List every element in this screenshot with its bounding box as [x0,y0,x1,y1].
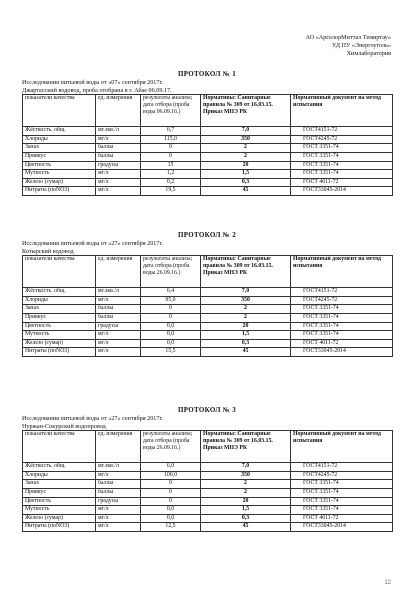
cell-indicator: Привкус [23,313,96,322]
table-header-row [23,256,393,288]
cell-result: 19,5 [141,187,201,196]
cell-indicator: Хлориды [23,135,96,144]
table-row [23,152,393,161]
table-row [23,322,393,331]
header-result: результаты анализа; дата отбора (проба воды 06.09.16.) [141,95,201,127]
cell-method: ГОСТ 3351-74 [291,152,393,161]
header-norms: Нормативы: Санитарные правила № 309 от 16.03.15. Приказ МНЭ РК [201,256,291,288]
cell-indicator: Мутность [23,331,96,340]
table-row [23,497,393,506]
table-row [23,331,393,340]
cell-indicator: Привкус [23,152,96,161]
cell-norm: 1,5 [201,170,291,179]
table-row [23,187,393,196]
cell-unit: градусы [96,161,141,170]
table-row [23,144,393,153]
cell-method: ГОСТ 3351-74 [291,497,393,506]
cell-norm: 2 [201,305,291,314]
results-table [22,255,393,357]
header-indicator: показатели качества [23,256,96,288]
table-row [23,288,393,297]
cell-method: ГОСТ 3351-74 [291,331,393,340]
cell-result: 0,0 [141,339,201,348]
cell-method: ГОСТ 4011-72 [291,514,393,523]
table-row [23,471,393,480]
cell-unit: баллы [96,152,141,161]
organization-header [306,34,392,58]
table-header-row [23,95,393,127]
cell-norm: 7,0 [201,463,291,472]
cell-method: ГОСТ4151-72 [291,463,393,472]
cell-indicator: Запах [23,480,96,489]
source-line: Джартасский водовод, проба отобрана в г. Абае 06.09.17. [22,86,172,94]
cell-norm: 7,0 [201,288,291,297]
cell-method: ГОСТ 4011-72 [291,178,393,187]
protocol-3 [22,406,392,532]
cell-unit: мг.экв./л [96,127,141,136]
header-unit: ед. измерения [96,95,141,127]
cell-indicator: Жёсткость. общ. [23,288,96,297]
cell-method: ГОСТ 3351-74 [291,313,393,322]
table-row [23,178,393,187]
cell-norm: 2 [201,488,291,497]
org-line-2: УД ПУ «Энергоуголь» [332,42,391,49]
cell-result: 0,0 [141,506,201,515]
cell-result: 0 [141,497,201,506]
cell-norm: 2 [201,313,291,322]
table-row [23,523,393,532]
cell-indicator: Жёсткость. общ. [23,127,96,136]
cell-unit: мг/л [96,331,141,340]
cell-unit: баллы [96,313,141,322]
cell-norm: 2 [201,144,291,153]
cell-result: 0 [141,152,201,161]
cell-result: 0,0 [141,322,201,331]
cell-norm: 20 [201,497,291,506]
cell-unit: мг/л [96,170,141,179]
cell-indicator: Привкус [23,488,96,497]
header-method: Нормативный документ на метод испытания [291,95,393,127]
table-row [23,296,393,305]
table-row [23,514,393,523]
cell-indicator: Запах [23,305,96,314]
org-line-1: АО «АрселорМиттал Темиртау» [305,34,391,41]
cell-unit: баллы [96,488,141,497]
cell-unit: мг.экв./л [96,463,141,472]
cell-method: ГОСТ4245-72 [291,471,393,480]
research-line: Исследования питьевой воды от «27» сентября 2017г. [22,415,163,422]
cell-unit: мг/л [96,296,141,305]
protocol-title: ПРОТОКОЛ № 1 [178,70,236,78]
table-row [23,463,393,472]
table-row [23,348,393,357]
cell-result: 115,0 [141,135,201,144]
cell-result: 6,7 [141,127,201,136]
source-line: Нуржан-Сокурский водопровод [22,422,106,430]
cell-indicator: Мутность [23,170,96,179]
cell-norm: 20 [201,161,291,170]
cell-unit: мг/л [96,339,141,348]
cell-indicator: Железо (сумар) [23,178,96,187]
cell-indicator: Жёсткость. общ. [23,463,96,472]
header-norms: Нормативы: Санитарные правила № 309 от 16.03.15. Приказ МНЭ РК [201,431,291,463]
page-number: 12 [384,580,391,586]
cell-method: ГОСТ33045-2014 [291,348,393,357]
cell-result: 100,0 [141,471,201,480]
header-unit: ед. измерения [96,256,141,288]
cell-result: 12,5 [141,523,201,532]
header-unit: ед. измерения [96,431,141,463]
cell-norm: 350 [201,471,291,480]
cell-result: 0 [141,480,201,489]
cell-norm: 45 [201,187,291,196]
header-norms: Нормативы: Санитарные правила № 309 от 16.03.15. Приказ МНЭ РК [201,95,291,127]
results-table [22,94,393,196]
cell-result: 0 [141,144,201,153]
table-row [23,506,393,515]
table-header-row [23,431,393,463]
cell-norm: 1,5 [201,331,291,340]
table-row [23,127,393,136]
cell-norm: 0,3 [201,178,291,187]
source-line: Котырский водовод [22,247,74,255]
cell-norm: 0,3 [201,339,291,348]
cell-indicator: Нитраты (поNO3) [23,523,96,532]
cell-indicator: Цветность [23,322,96,331]
cell-indicator: Цветность [23,161,96,170]
cell-unit: градусы [96,322,141,331]
cell-unit: мг/л [96,523,141,532]
cell-result: 15 [141,161,201,170]
cell-result: 6,0 [141,463,201,472]
research-line: Исследования питьевой воды от «07» сентября 2017г. [22,79,163,86]
cell-result: 0 [141,313,201,322]
table-row [23,339,393,348]
protocol-2 [22,231,392,357]
cell-method: ГОСТ 3351-74 [291,144,393,153]
cell-norm: 20 [201,322,291,331]
cell-norm: 0,3 [201,514,291,523]
cell-result: 1,2 [141,170,201,179]
cell-unit: баллы [96,480,141,489]
cell-norm: 45 [201,348,291,357]
cell-norm: 1,5 [201,506,291,515]
cell-method: ГОСТ4245-72 [291,296,393,305]
cell-result: 0,2 [141,178,201,187]
cell-indicator: Хлориды [23,296,96,305]
cell-norm: 350 [201,296,291,305]
protocol-title: ПРОТОКОЛ № 2 [178,231,236,239]
cell-unit: мг/л [96,178,141,187]
org-line-3: Химлаборатория [346,50,391,57]
table-row [23,488,393,497]
cell-indicator: Железо (сумар) [23,514,96,523]
research-line: Исследования питьевой воды от «27» сентября 2017г. [22,240,163,247]
cell-unit: баллы [96,305,141,314]
header-indicator: показатели качества [23,95,96,127]
cell-method: ГОСТ 3351-74 [291,170,393,179]
cell-indicator: Запах [23,144,96,153]
cell-indicator: Хлориды [23,471,96,480]
results-table [22,430,393,532]
cell-result: 6,4 [141,288,201,297]
cell-result: 15,5 [141,348,201,357]
cell-method: ГОСТ4245-72 [291,135,393,144]
cell-unit: градусы [96,497,141,506]
cell-method: ГОСТ 3351-74 [291,488,393,497]
cell-norm: 350 [201,135,291,144]
cell-indicator: Нитраты (поNO3) [23,187,96,196]
cell-norm: 7,0 [201,127,291,136]
cell-unit: мг/л [96,506,141,515]
cell-result: 0,0 [141,331,201,340]
cell-unit: баллы [96,144,141,153]
cell-result: 95,0 [141,296,201,305]
cell-indicator: Мутность [23,506,96,515]
table-row [23,313,393,322]
cell-method: ГОСТ 4011-72 [291,339,393,348]
cell-indicator: Цветность [23,497,96,506]
cell-norm: 2 [201,152,291,161]
cell-indicator: Железо (сумар) [23,339,96,348]
cell-result: 0,0 [141,514,201,523]
cell-method: ГОСТ4151-72 [291,127,393,136]
cell-unit: мг/л [96,514,141,523]
cell-norm: 45 [201,523,291,532]
protocol-title: ПРОТОКОЛ № 3 [178,406,236,414]
cell-method: ГОСТ4151-72 [291,288,393,297]
header-result: результаты анализа; дата отбора (проба воды 26.09.16.) [141,256,201,288]
header-method: Нормативный документ на метод испытания [291,256,393,288]
cell-method: ГОСТ 3351-74 [291,322,393,331]
cell-unit: мг/л [96,348,141,357]
cell-method: ГОСТ 3351-74 [291,161,393,170]
cell-result: 0 [141,305,201,314]
cell-unit: мг/л [96,187,141,196]
cell-method: ГОСТ 3351-74 [291,506,393,515]
cell-indicator: Нитраты (поNO3) [23,348,96,357]
cell-method: ГОСТ 3351-74 [291,480,393,489]
cell-unit: мг/л [96,135,141,144]
cell-unit: мг.экв./л [96,288,141,297]
cell-method: ГОСТ 3351-74 [291,305,393,314]
cell-method: ГОСТ33045-2014 [291,523,393,532]
header-method: Нормативный документ на метод испытания [291,431,393,463]
table-row [23,170,393,179]
table-row [23,305,393,314]
protocol-1 [22,70,392,196]
header-indicator: показатели качества [23,431,96,463]
table-row [23,135,393,144]
table-row [23,161,393,170]
cell-method: ГОСТ33045-2014 [291,187,393,196]
cell-unit: мг/л [96,471,141,480]
table-row [23,480,393,489]
cell-norm: 2 [201,480,291,489]
cell-result: 0 [141,488,201,497]
header-result: результаты анализа; дата отбора (проба воды 26.09.16.) [141,431,201,463]
